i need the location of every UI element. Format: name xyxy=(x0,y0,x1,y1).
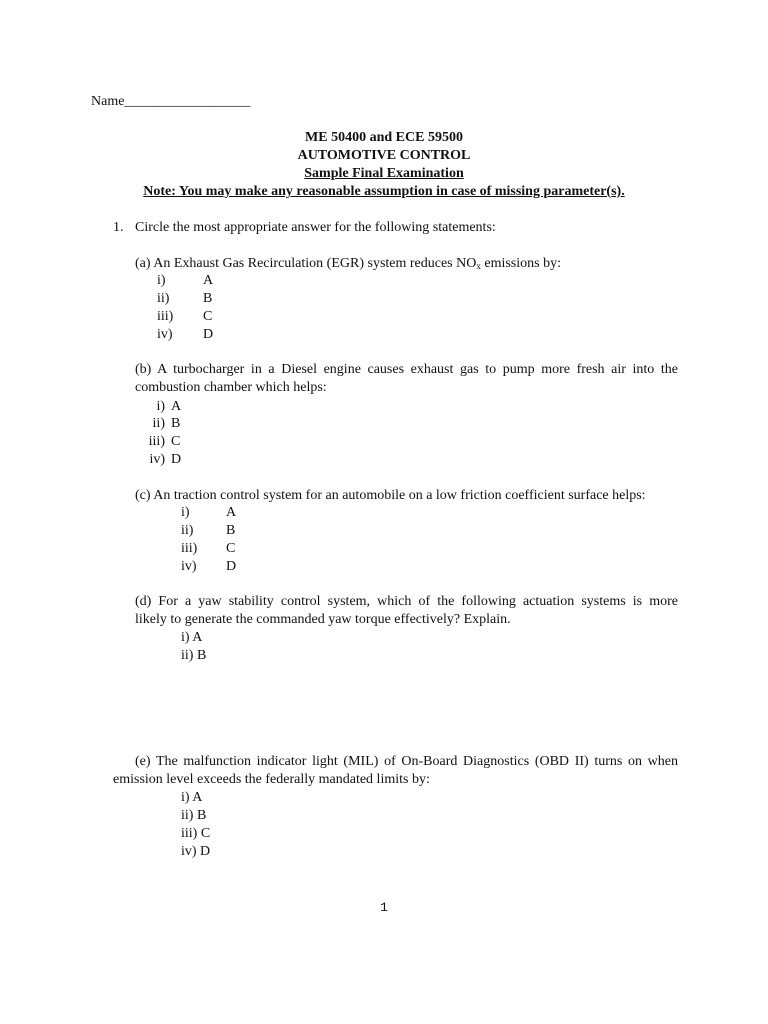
course-title: AUTOMOTIVE CONTROL xyxy=(297,148,471,163)
part-e-stem-line1: (e) The malfunction indicator light (MIL) of On-Board Diagnostics (OBD II) turns on when xyxy=(135,754,678,769)
part-a-option-val: A xyxy=(203,273,214,288)
part-c-option-num: i) xyxy=(181,505,190,520)
part-c-option-num: iii) xyxy=(181,541,198,556)
question-number: 1. xyxy=(113,220,124,235)
part-b-stem-line2: combustion chamber which helps: xyxy=(135,380,327,395)
exam-title: Sample Final Examination xyxy=(304,166,464,181)
part-a-option-num: i) xyxy=(157,273,166,288)
part-c-option-num: ii) xyxy=(181,523,194,538)
part-d-option: ii) B xyxy=(181,648,207,663)
part-b-option: iv) D xyxy=(149,452,182,467)
part-e-option: iii) C xyxy=(181,826,211,841)
exam-note: Note: You may make any reasonable assumption in case of missing parameter(s). xyxy=(143,184,625,199)
name-field-line: Name__________________ xyxy=(91,94,251,109)
part-a-option-val: D xyxy=(203,327,214,342)
part-b-option: iii) C xyxy=(148,434,181,449)
part-e-option: iv) D xyxy=(181,844,211,859)
part-c-stem: (c) An traction control system for an automobile on a low friction coefficient surface helps: xyxy=(135,488,646,503)
part-b-option: ii) B xyxy=(152,416,181,431)
part-a-option-val: C xyxy=(203,309,213,324)
part-a-option-num: ii) xyxy=(157,291,170,306)
part-c-option-val: D xyxy=(226,559,237,574)
part-d-stem-line2: likely to generate the commanded yaw torque effectively? Explain. xyxy=(135,612,511,627)
part-e-stem-line2: emission level exceeds the federally mandated limits by: xyxy=(113,772,430,787)
part-a-stem: (a) An Exhaust Gas Recirculation (EGR) system reduces $NO_x$ emissions by: xyxy=(135,256,561,271)
part-d-stem-line1: (d) For a yaw stability control system, which of the following actuation systems is more xyxy=(135,594,678,609)
part-c-option-num: iv) xyxy=(181,559,197,574)
part-c-option-val: B xyxy=(226,523,236,538)
part-a-option-num: iv) xyxy=(157,327,173,342)
part-c-option-val: A xyxy=(226,505,237,520)
question-prompt: Circle the most appropriate answer for the following statements: xyxy=(135,220,496,235)
course-codes: ME 50400 and ECE 59500 xyxy=(305,130,463,145)
part-c-option-val: C xyxy=(226,541,236,556)
part-e-option: i) A xyxy=(181,790,203,805)
part-d-option: i) A xyxy=(181,630,203,645)
part-e-option: ii) B xyxy=(181,808,207,823)
part-a-option-val: B xyxy=(203,291,213,306)
part-a-option-num: iii) xyxy=(157,309,174,324)
page-number: 1 xyxy=(380,900,388,915)
part-b-stem-line1: (b) A turbocharger in a Diesel engine causes exhaust gas to pump more fresh air into the xyxy=(135,362,678,377)
part-b-option: i) A xyxy=(156,399,182,414)
